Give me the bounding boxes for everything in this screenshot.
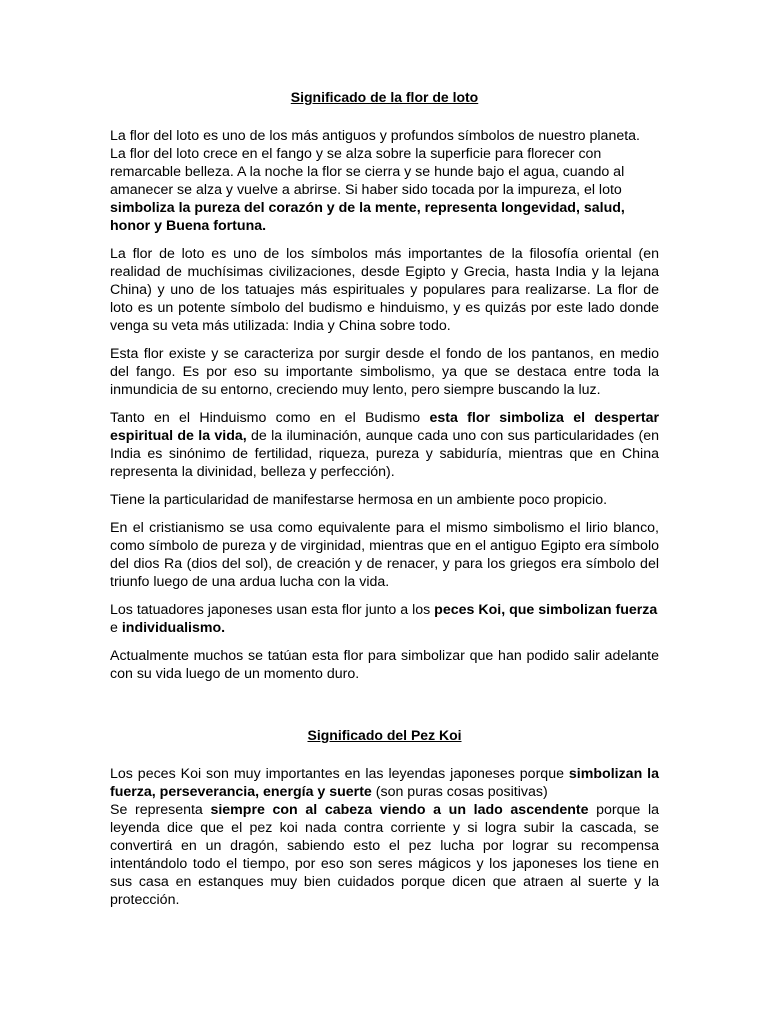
paragraph-intro — [110, 127, 659, 235]
koi-legend-bold: siempre con al cabeza viendo a un lado ascendente — [210, 802, 589, 818]
intro-text: La flor del loto crece en el fango y se alza sobre la superficie para florecer con remarcable belleza. A la noche la flor se cierra y se hunde bajo el agua, cuando al amanecer se alza y vuelve a abrirse. Si haber sido tocada por la impureza, el loto — [110, 146, 625, 198]
tattoo-bold-koi: peces Koi, que simbolizan fuerza — [434, 602, 658, 618]
paragraph-currently: Actualmente muchos se tatúan esta flor para simbolizar que han podido salir adelante con su vida luego de un momento duro. — [110, 648, 659, 682]
paragraph-christianity: En el cristianismo se usa como equivalente para el mismo simbolismo el lirio blanco, como símbolo de pureza y de virginidad, mientras que en el antiguo Egipto era símbolo del dios Ra (dios del sol), de creación y de renacer, y para los griegos era símbolo del triunfo luego de una ardua lucha con la vida. — [110, 520, 659, 590]
intro-line-1: La flor del loto es uno de los más antiguos y profundos símbolos de nuestro planeta. — [110, 128, 640, 144]
paragraph-koi-intro — [110, 765, 659, 801]
section-spacer — [110, 693, 659, 726]
intro-line-2 — [110, 145, 659, 235]
paragraph-swamp: Esta flor existe y se caracteriza por surgir desde el fondo de los pantanos, en medio del fango. Es por eso su importante simbolismo, ya que se destaca entre toda la inmundicia de su entorno, creciendo muy lento, pero siempre buscando la luz. — [110, 346, 659, 398]
hinduism-bold: esta flor simboliza el despertar espiritual de la vida, — [110, 410, 659, 444]
section-title-lotus: Significado de la flor de loto — [290, 89, 479, 105]
intro-bold-text: simboliza la pureza del corazón y de la mente, representa longevidad, salud, honor y Buena fortuna. — [110, 200, 625, 234]
paragraph-philosophy: La flor de loto es uno de los símbolos más importantes de la filosofía oriental (en realidad de muchísimas civilizaciones, desde Egipto y Grecia, hasta India y la lejana China) y uno de los tatuajes más espirituales y populares para realizarse. La flor de loto es un potente símbolo del budismo e hinduismo, y es quizás por este lado donde venga su veta más utilizada: India y China sobre todo. — [110, 246, 659, 334]
hinduism-pre: Tanto en el Hinduismo como en el Budismo — [110, 410, 430, 426]
tattoo-pre: Los tatuadores japoneses usan esta flor junto a los — [110, 602, 435, 618]
tattoo-bold-individualism: individualismo. — [121, 620, 226, 636]
koi-legend-pre: Se representa — [110, 802, 211, 818]
koi-intro-bold: simbolizan la fuerza, perseverancia, energía y suerte — [110, 766, 660, 800]
hinduism-post: de la iluminación, aunque cada uno con sus particularidades (en India es sinónimo de fertilidad, riqueza, pureza y sabiduría, mientras que en China representa la divinidad, belleza y perfección). — [110, 428, 659, 480]
paragraph-particularity: Tiene la particularidad de manifestarse hermosa en un ambiente poco propicio. — [110, 492, 608, 508]
document-page — [110, 88, 659, 909]
paragraph-tattoo-artists — [110, 601, 659, 637]
section-title-koi: Significado del Pez Koi — [307, 727, 462, 743]
tattoo-mid: e — [110, 620, 122, 636]
koi-legend-post: porque la leyenda dice que el pez koi nada contra corriente y si logra subir la cascada, se convertirá en un dragón, sabiendo esto el pez lucha por lograr su recompensa intentándolo todo el tiempo, por eso son seres mágicos y los japoneses los tiene en sus casa en estanques muy bien cuidados porque dicen que atraen al suerte y la protección. — [110, 802, 659, 908]
koi-intro-post: (son puras cosas positivas) — [371, 784, 548, 800]
paragraph-hinduism — [110, 409, 659, 481]
paragraph-koi-legend — [110, 801, 659, 909]
koi-intro-pre: Los peces Koi son muy importantes en las leyendas japoneses porque — [110, 766, 569, 782]
